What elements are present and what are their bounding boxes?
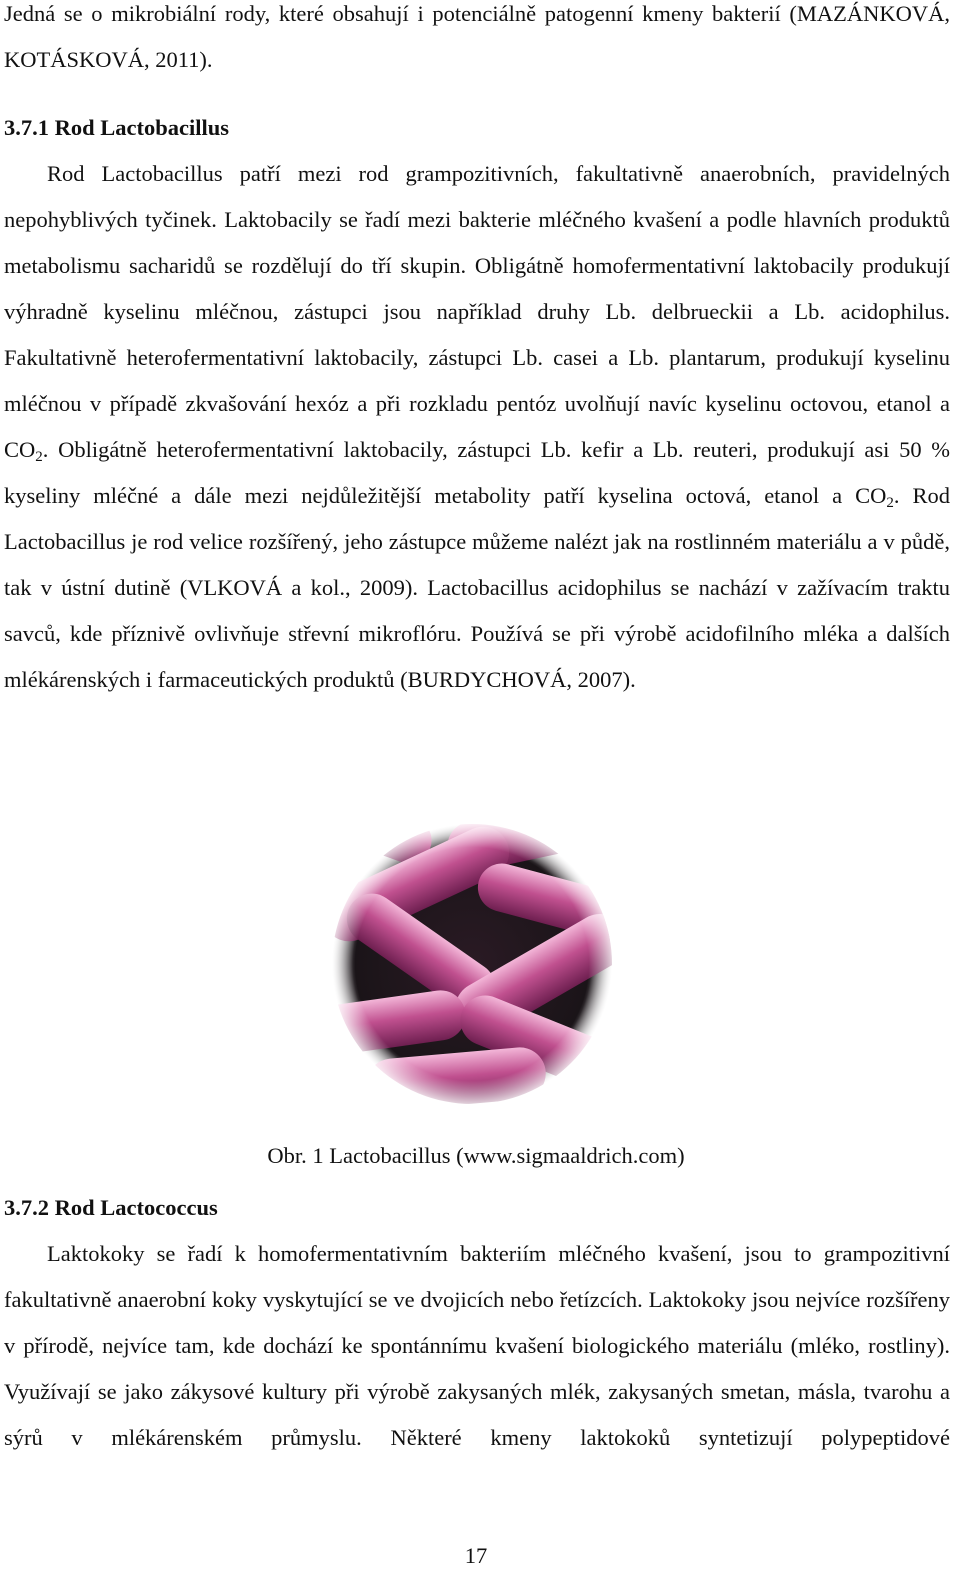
figure-caption — [0, 1133, 952, 1179]
lactococcus-paragraph: Laktokoky se řadí k homofermentativním bakteriím mléčného kvašení, jsou to grampozitivní fakultativně anaerobní koky vyskytující se ve dvojicích nebo řetízcích. Laktokoky jsou nejvíce rozšířeny v přírodě, nejvíce tam, kde dochází ke spontánnímu kvašení biologického materiálu (mléko, rostliny). Využívají se jako zákysové kultury při výrobě zakysaných mlék, zakysaných smetan, másla, tvarohu a sýrů v mlékárenském průmyslu. Některé kmeny laktokoků syntetizují polypeptidové — [4, 1241, 950, 1450]
lactobacillus-paragraph — [4, 151, 950, 703]
co2-subscript: 2 — [35, 449, 43, 465]
lactobacillus-image — [326, 818, 618, 1110]
lactobacillus-text-a: Rod Lactobacillus patří mezi rod grampozitivních, fakultativně anaerobních, pravidelných nepohyblivých tyčinek. Laktobacily se řadí mezi bakterie mléčného kvašení a podle hlavních produktů metabolismu sacharidů se rozdělují do tří skupin. Obligátně homofermentativní laktobacily produkují výhradně kyselinu mléčnou, zástupci jsou například druhy Lb. delbrueckii a Lb. acidophilus. Fakultativně heterofermentativní laktobacily, zástupci Lb. casei a Lb. plantarum, produkují kyselinu mléčnou v případě zkvašování hexóz a při rozkladu pentóz uvolňují navíc kyselinu octovou, etanol a CO — [4, 161, 950, 462]
figure-caption-text: Obr. 1 Lactobacillus (www.sigmaaldrich.com) — [267, 1143, 685, 1168]
lactobacillus-text-c: . Rod Lactobacillus je rod velice rozšířený, jeho zástupce můžeme nalézt jak na rostlinném materiálu a v půdě, tak v ústní dutině (VLKOVÁ a kol., 2009). Lactobacillus acidophilus se nachází v zažívacím traktu savců, kde příznivě ovlivňuje střevní mikroflóru. Používá se při výrobě acidofilního mléka a dalších mlékárenských i farmaceutických produktů (BURDYCHOVÁ, 2007). — [4, 483, 950, 692]
intro-paragraph: Jedná se o mikrobiální rody, které obsahují i potenciálně patogenní kmeny bakterií (MAZÁNKOVÁ, KOTÁSKOVÁ, 2011). — [4, 1, 950, 72]
section-heading-lactococcus: 3.7.2 Rod Lactococcus — [4, 1195, 218, 1220]
section-heading-lactobacillus: 3.7.1 Rod Lactobacillus — [4, 115, 230, 140]
page-number: 17 — [464, 1543, 488, 1568]
lactobacillus-text-b: . Obligátně heterofermentativní laktobacily, zástupci Lb. kefir a Lb. reuteri, produkují asi 50 % kyseliny mléčné a dále mezi nejdůležitější metabolity patří kyselina octová, etanol a CO — [4, 437, 950, 508]
co2-subscript: 2 — [886, 495, 894, 511]
lactobacillus-micrograph — [326, 818, 618, 1110]
